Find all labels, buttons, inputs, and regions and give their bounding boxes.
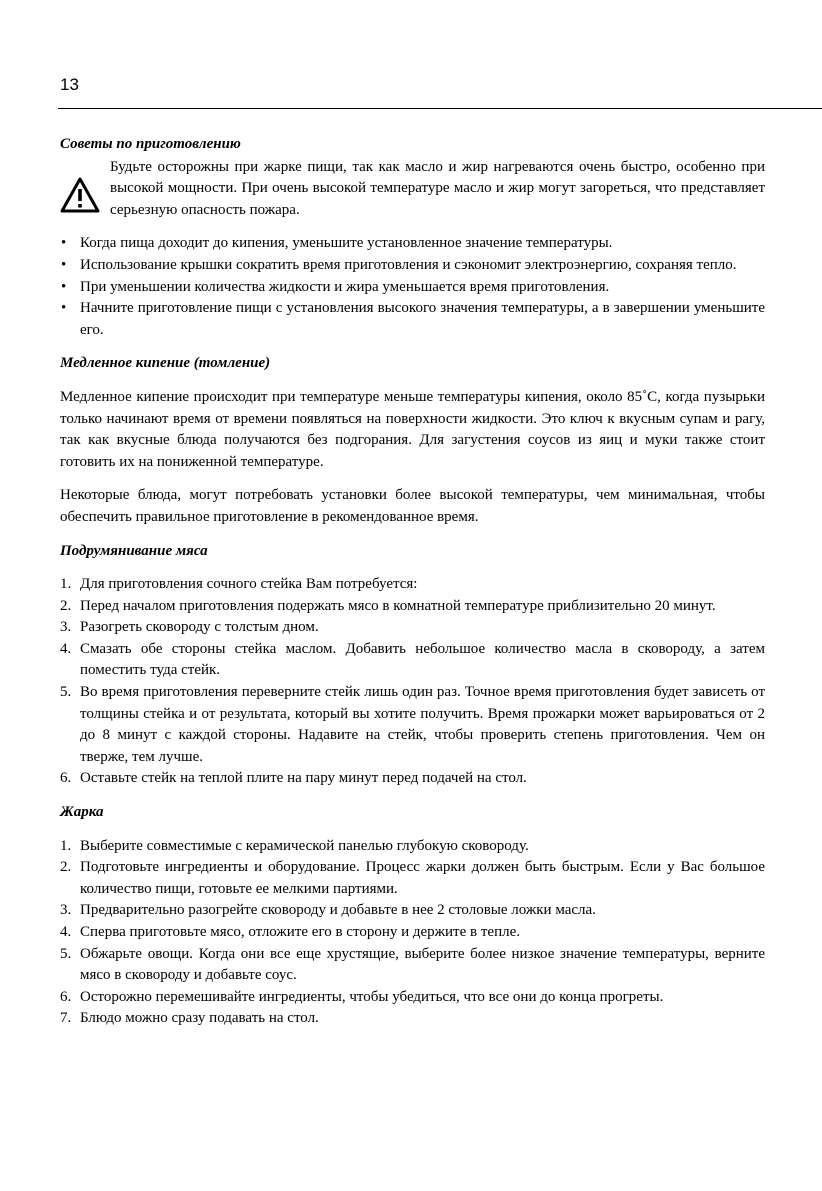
- section-title-tips: Советы по приготовлению: [60, 136, 241, 152]
- tips-list: [60, 233, 765, 341]
- section-title-frying: Жарка: [60, 804, 104, 821]
- list-item: • Когда пища доходит до кипения, уменьшите установленное значение температуры.: [61, 235, 613, 252]
- page-content: [60, 134, 765, 1030]
- list-item: 6. Осторожно перемешивайте ингредиенты, чтобы убедиться, что все они до конца прогреты.: [60, 988, 664, 1005]
- warning-text: Будьте осторожны при жарке пищи, так как масло и жир нагреваются очень быстро, особенно при высокой мощности. При очень высокой температуре масло и жир могут загореться, что представляет серьезную опасность пожара.: [110, 158, 765, 218]
- simmer-paragraph-2: Некоторые блюда, могут потребовать установки более высокой температуры, чем минимальная, чтобы обеспечить правильное приготовление в рекомендованное время.: [60, 487, 765, 525]
- list-item: 5. Во время приготовления переверните стейк лишь один раз. Точное время приготовления будет зависеть от толщины стейка и от результата, который вы хотите получить. Время прожарки может варьироваться от 2 до 8 минут с каждой стороны. Надавите на стейк, чтобы проверить степень приготовления. Чем он тверже, тем лучше.: [60, 684, 765, 765]
- list-item: 4. Смазать обе стороны стейка маслом. Добавить небольшое количество масла в сковороду, а затем поместить туда стейк.: [60, 640, 765, 679]
- list-item: 4. Сперва приготовьте мясо, отложите его в сторону и держите в тепле.: [60, 924, 520, 940]
- simmer-paragraph-1: Медленное кипение происходит при температуре меньше температуры кипения, около 85˚С, когда пузырьки только начинают время от времени появляться на поверхности жидкости. Это ключ к вкусным супам и рагу, так как вкусные блюда получаются без подгорания. Для загустения соусов из яиц и муки также стоит готовить их на пониженной температуре.: [60, 388, 765, 470]
- list-item: 7. Блюдо можно сразу подавать на стол.: [60, 1010, 319, 1027]
- list-item: 1. Для приготовления сочного стейка Вам потребуется:: [60, 576, 418, 593]
- list-item: 5. Обжарьте овощи. Когда они все еще хрустящие, выберите более низкое значение температуры, верните мясо в сковороду и добавьте соус.: [60, 945, 765, 984]
- list-item: 3. Предварительно разогрейте сковороду и добавьте в нее 2 столовые ложки масла.: [60, 902, 596, 919]
- list-item: • При уменьшении количества жидкости и жира уменьшается время приготовления.: [61, 278, 610, 295]
- browning-steps: [60, 574, 765, 790]
- list-item: • Начните приготовление пищи с установления высокого значения температуры, а в завершении уменьшите его.: [61, 300, 765, 338]
- list-item: • Использование крышки сократить время приготовления и сэкономит электроэнергию, сохраняя тепло.: [61, 256, 737, 273]
- list-item: 1. Выберите совместимые с керамической панелью глубокую сковороду.: [60, 837, 529, 854]
- warning-block: [60, 157, 765, 222]
- section-title-browning: Подрумянивание мяса: [60, 542, 208, 559]
- page-number: 13: [60, 75, 79, 94]
- section-title-simmer: Медленное кипение (томление): [60, 355, 271, 372]
- list-item: 6. Оставьте стейк на теплой плите на пару минут перед подачей на стол.: [60, 770, 527, 787]
- list-item: 2. Перед началом приготовления подержать мясо в комнатной температуре приблизительно 20 минут.: [60, 597, 716, 614]
- header-rule: [58, 108, 822, 109]
- list-item: 3. Разогреть сковороду с толстым дном.: [60, 619, 319, 636]
- warning-icon: [60, 157, 110, 222]
- frying-steps: [60, 836, 765, 1030]
- list-item: 2. Подготовьте ингредиенты и оборудование. Процесс жарки должен быть быстрым. Если у Вас большое количество пищи, готовьте ее мелкими партиями.: [60, 859, 765, 897]
